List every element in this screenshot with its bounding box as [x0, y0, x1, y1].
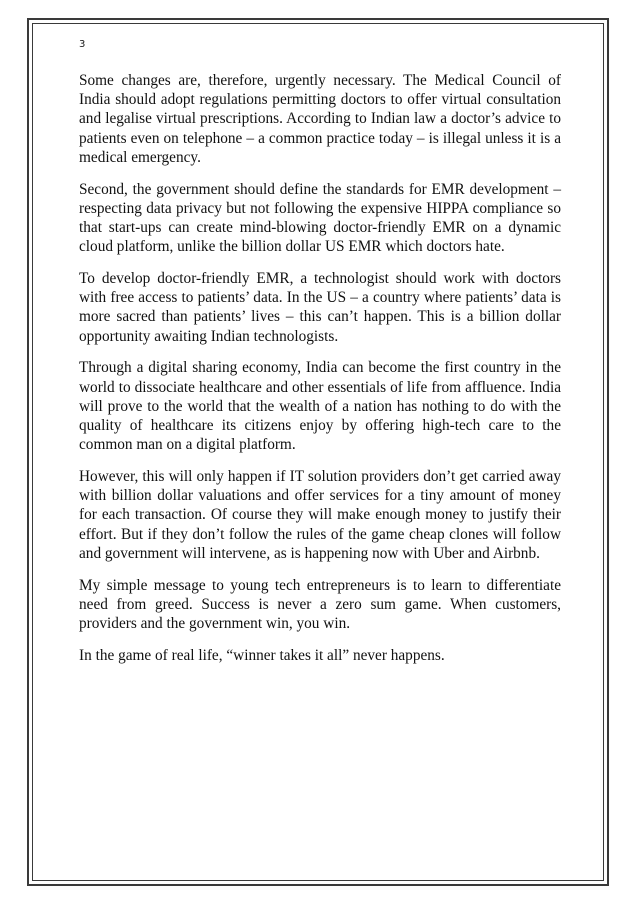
paragraph-1: Some changes are, therefore, urgently necessary. The Medical Council of India should adopt regulations permitting doctors to offer virtual consultation and legalise virtual prescriptions. According to Indian law a doctor’s advice to patients even on telephone – a common practice today – is illegal unless it is a medical emergency.: [79, 72, 561, 166]
body-text: [79, 71, 561, 678]
paragraph-7: In the game of real life, “winner takes it all” never happens.: [79, 646, 445, 664]
paragraph-2: Second, the government should define the standards for EMR development – respecting data privacy but not following the expensive HIPPA compliance so that start-ups can create mind-blowing doctor-friendly EMR on a dynamic cloud platform, unlike the billion dollar US EMR which doctors hate.: [79, 180, 561, 256]
paragraph-3: To develop doctor-friendly EMR, a technologist should work with doctors with free access to patients’ data. In the US – a country where patients’ data is more sacred than patients’ lives – this can’t happen. This is a billion dollar opportunity awaiting Indian technologists.: [79, 270, 561, 345]
paragraph-6: My simple message to young tech entrepreneurs is to learn to differentiate need from greed. Success is never a zero sum game. When customers, providers and the government win, you win.: [79, 576, 561, 633]
paragraph-5: However, this will only happen if IT solution providers don’t get carried away with billion dollar valuations and offer services for a tiny amount of money for each transaction. Of course they will make enough money to justify their effort. But if they don’t follow the rules of the game cheap clones will follow and government will intervene, as is happening now with Uber and Airbnb.: [79, 468, 561, 562]
page-number: 3: [79, 39, 86, 50]
paragraph-4: Through a digital sharing economy, India can become the first country in the world to dissociate healthcare and other essentials of life from affluence. India will prove to the world that the wealth of a nation has nothing to do with the quality of healthcare its citizens enjoy by offering high-tech care to the common man on a digital platform.: [79, 359, 561, 454]
